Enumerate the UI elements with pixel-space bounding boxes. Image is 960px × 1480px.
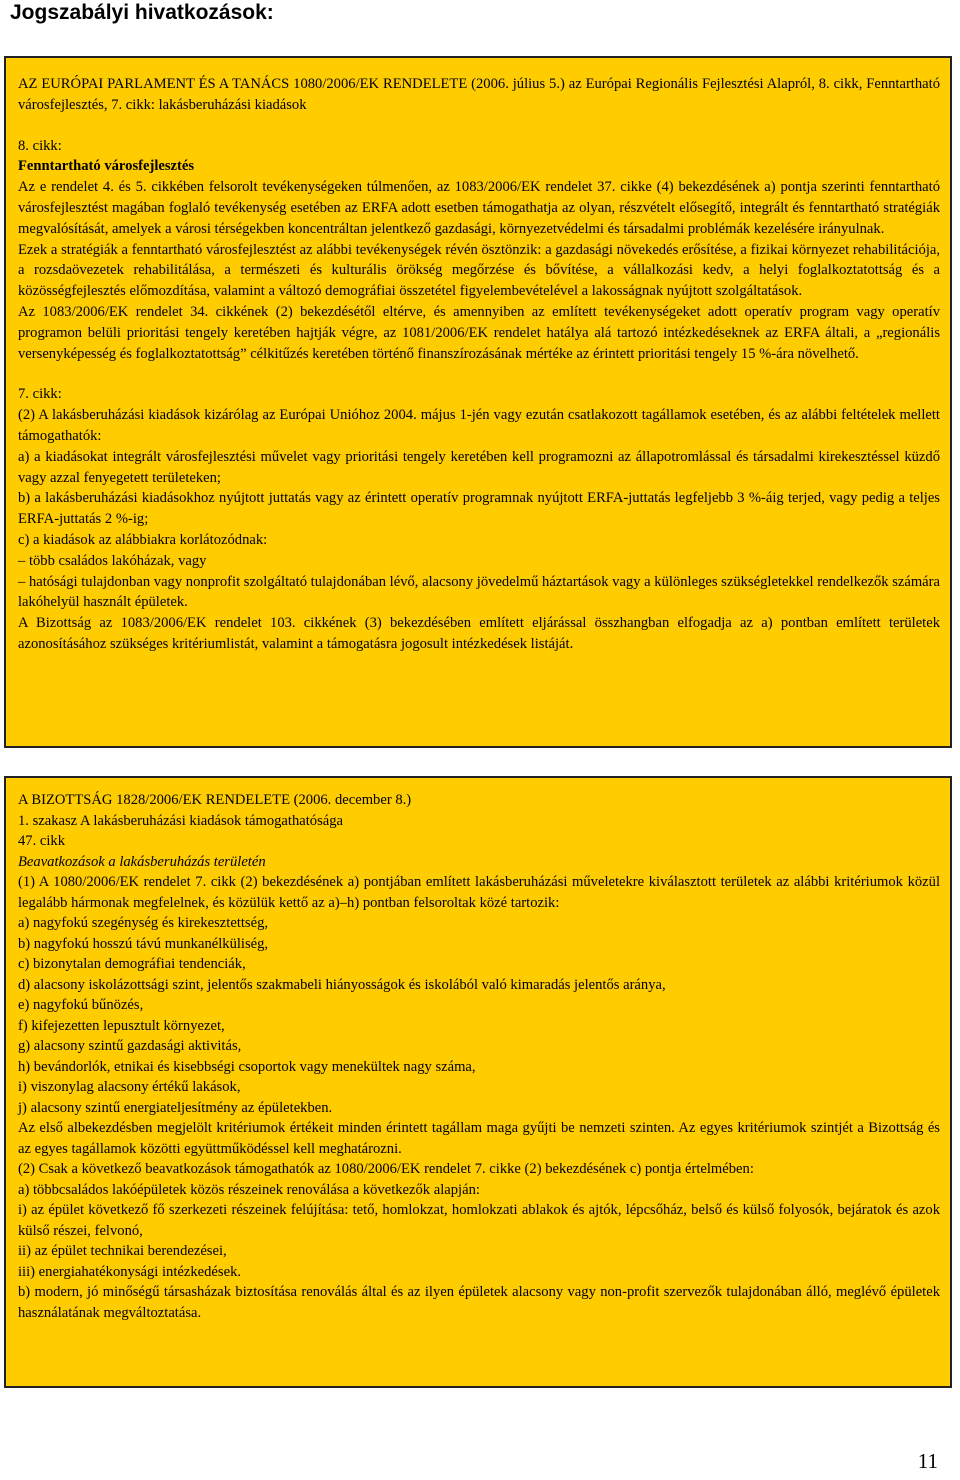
article-47-label: 47. cikk bbox=[18, 833, 66, 849]
paragraph: ii) az épület technikai berendezései, bbox=[18, 1243, 227, 1259]
list-item: j) alacsony szintű energiateljesítmény az épületekben. bbox=[18, 1099, 333, 1116]
list-item: a) nagyfokú szegénység és kirekesztettség, bbox=[18, 915, 269, 931]
regulation-box-1828-2006 bbox=[4, 776, 952, 1388]
article-8-title: Fenntartható városfejlesztés bbox=[18, 158, 195, 175]
list-item: i) viszonylag alacsony értékű lakások, bbox=[18, 1079, 241, 1095]
paragraph: Az első albekezdésben megjelölt kritériumok értékeit minden érintett tagállam maga gyűjti be nemzeti szinten. Az egyes kritériumok szintjét a Bizottság és az egyes tagállamok közötti együttműködéssel kell meghatározni. bbox=[18, 1120, 940, 1157]
list-item: – hatósági tulajdonban vagy nonprofit szolgáltató tulajdonában lévő, alacsony jövedelmű háztartások vagy a különleges szükségletekkel rendelkezők számára lakóhelyül használt épületek. bbox=[18, 573, 940, 611]
paragraph: A Bizottság az 1083/2006/EK rendelet 103. cikkének (3) bekezdésében említett eljárással összhangban elfogadja az a) pontban említett területek azonosításához szükséges kritériumlistát, valamint a támogatásra jogosult intézkedések listáját. bbox=[18, 615, 940, 652]
paragraph: b) modern, jó minőségű társasházak biztosítása renoválás által és az ilyen épületek alacsony vagy non-profit szervezők tulajdonában álló, meglévő épületek használatának megváltoztatása. bbox=[18, 1284, 940, 1321]
paragraph: (2) Csak a következő beavatkozások támogathatók az 1080/2006/EK rendelet 7. cikke (2) bekezdésének c) pontja értelmében: bbox=[18, 1161, 754, 1177]
article-8-label: 8. cikk: bbox=[18, 137, 62, 154]
paragraph: a) többcsaládos lakóépületek közös részeinek renoválása a következők alapján: bbox=[18, 1181, 480, 1198]
article-7-label: 7. cikk: bbox=[18, 386, 62, 403]
paragraph: Ezek a stratégiák a fenntartható városfejlesztést az alábbi tevékenységek révén ösztönzik: a gazdasági növekedés erősítése, a fizikai környezet rehabilitációja, a rozsdaövezetek rehabilitálása, a természeti és kulturális örökség megőrzése és bővítése, a vállalkozási kedv, a helyi foglalkoztatottság és a közösségfejlesztés előmozdítása, valamint a változó demográfiai összetétel figyelembevételével a lakosságnak nyújtott szolgáltatások. bbox=[18, 241, 940, 300]
paragraph: a) a kiadásokat integrált városfejlesztési művelet vagy prioritási tengely keretében kell programozni az állapotromlással és társadalmi kirekesztéssel küzdő vagy azzal fenyegetett területeken; bbox=[18, 448, 940, 486]
section-title: 1. szakasz A lakásberuházási kiadások támogathatósága bbox=[18, 812, 344, 829]
list-item: e) nagyfokú bűnözés, bbox=[18, 997, 144, 1013]
paragraph: c) a kiadások az alábbiakra korlátozódnak: bbox=[18, 531, 268, 548]
paragraph: i) az épület következő fő szerkezeti részeinek felújítása: tető, homlokzat, homlokzati ablakok és ajtók, lépcsőház, belső és külső folyosók, bejáratok és azok külső részei, felvonó, bbox=[18, 1202, 940, 1239]
regulation-box-1080-2006 bbox=[4, 56, 952, 748]
list-item: g) alacsony szintű gazdasági aktivitás, bbox=[18, 1038, 242, 1054]
paragraph: b) a lakásberuházási kiadásokhoz nyújtott juttatás vagy az érintett operatív programnak nyújtott ERFA-juttatás legfeljebb 3 %-áig terjed, vagy pedig a teljes ERFA-juttatás 2 %-ig; bbox=[18, 490, 940, 528]
regulation-title: A BIZOTTSÁG 1828/2006/EK RENDELETE (2006. december 8.) bbox=[18, 792, 412, 808]
paragraph: iii) energiahatékonysági intézkedések. bbox=[18, 1263, 242, 1280]
paragraph: Az e rendelet 4. és 5. cikkében felsorolt tevékenységeken túlmenően, az 1083/2006/EK rendelet 37. cikke (4) bekezdésének a) pontja szerinti fenntartható városfejlesztést magában foglaló tevékenység esetében az ERFA adott esetben támogathatja az olyan, részvételt elősegítő, integrált és fenntartható stratégiák megvalósítását, amelyek a városi térségekben koncentráltan jelentkező gazdasági, környezetvédelmi és társadalmi problémák kezelésére irányulnak. bbox=[18, 179, 940, 237]
list-item: h) bevándorlók, etnikai és kisebbségi csoportok vagy menekültek nagy száma, bbox=[18, 1058, 476, 1075]
list-item: f) kifejezetten lepusztult környezet, bbox=[18, 1017, 225, 1034]
paragraph: (2) A lakásberuházási kiadások kizárólag az Európai Unióhoz 2004. május 1-jén vagy ezután csatlakozott tagállamok esetében, és az alábbi feltételek mellett támogathatók: bbox=[18, 407, 940, 444]
list-item: c) bizonytalan demográfiai tendenciák, bbox=[18, 956, 246, 972]
list-item: d) alacsony iskolázottsági szint, jelentős szakmabeli hiányosságok és iskolából való kimaradás jelentős aránya, bbox=[18, 976, 666, 993]
page-heading: Jogszabályi hivatkozások: bbox=[10, 1, 274, 24]
article-47-title: Beavatkozások a lakásberuházás területén bbox=[18, 853, 266, 870]
regulation-title: AZ EURÓPAI PARLAMENT ÉS A TANÁCS 1080/2006/EK RENDELETE (2006. július 5.) az Európai Regionális Fejlesztési Alapról, 8. cikk, Fenntartható városfejlesztés, 7. cikk: lakásberuházási kiadások bbox=[18, 76, 940, 113]
page-number: 11 bbox=[917, 1449, 938, 1473]
list-item: – több családos lakóházak, vagy bbox=[18, 552, 207, 569]
paragraph: Az 1083/2006/EK rendelet 34. cikkének (2) bekezdésétől eltérve, és amennyiben az említett tevékenységeket adott operatív program vagy operatív programon belüli prioritási tengely keretében hajtják végre, az 1081/2006/EK rendelet hatálya alá tartozó intézkedéseknek az ERFA általi, a „regionális versenyképesség és foglalkoztatottság” célkitűzés keretében történő finanszírozásának mértéke az érintett prioritási tengely 15 %-ára növelhető. bbox=[18, 303, 940, 362]
paragraph: (1) A 1080/2006/EK rendelet 7. cikk (2) bekezdésének a) pontjában említett lakásberuházási műveletekre kiválasztott területek az alábbi kritériumok közül legalább hármonak megfelelnek, és közülük kettő az a)–h) pontban felsoroltak közé tartozik: bbox=[18, 874, 940, 911]
list-item: b) nagyfokú hosszú távú munkanélküliség, bbox=[18, 935, 269, 952]
